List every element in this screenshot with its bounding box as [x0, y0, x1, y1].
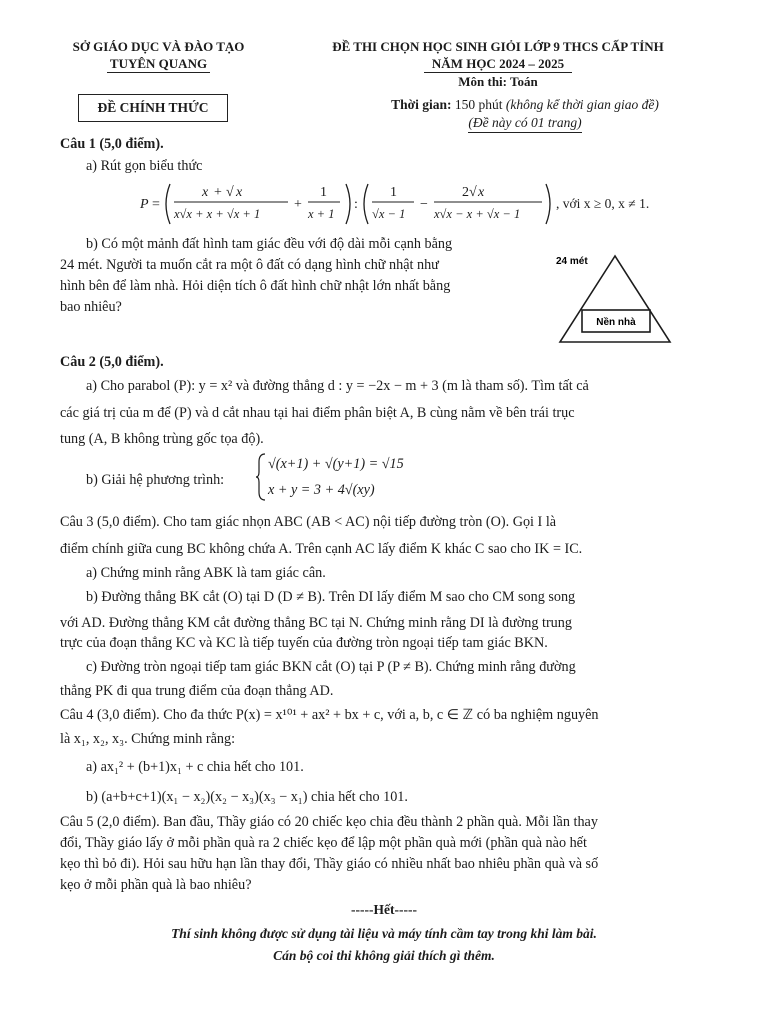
- question-4-line: Câu 4 (3,0 điểm). Cho đa thức P(x) = x¹⁰¹ + ax² + bx + c, với a, b, c ∈ ℤ có ba nghiệm nguyên: [60, 707, 599, 723]
- system-brace: [256, 452, 266, 502]
- question-1b-line: hình bên để làm nhà. Hỏi diện tích ô đất hình chữ nhật lớn nhất bằng: [60, 278, 451, 294]
- school-year: NĂM HỌC 2024 – 2025: [424, 55, 572, 73]
- footer-note-2: Cán bộ coi thi không giải thích gì thêm.: [273, 948, 495, 963]
- system-equation-1: √(x+1) + √(y+1) = √15: [268, 456, 404, 472]
- question-4-line: b) (a+b+c+1)(x₁ − x₂)(x₂ − x₃)(x₃ − x₁) chia hết cho 101.: [86, 789, 408, 805]
- question-2a-line: a) Cho parabol (P): y = x² và đường thẳng d : y = −2x − m + 3 (m là tham số). Tìm tất cả: [86, 378, 589, 394]
- side-length-label: 24 mét: [556, 256, 588, 267]
- svg-text:2√: 2√: [462, 185, 477, 200]
- svg-text:−: −: [420, 197, 428, 212]
- question-1b-line: 24 mét. Người ta muốn cắt ra một ô đất có dạng hình chữ nhật như: [60, 257, 439, 273]
- question-3-line: a) Chứng minh rằng ABK là tam giác cân.: [86, 565, 326, 581]
- question-3-line: điểm chính giữa cung BC không chứa A. Trên cạnh AC lấy điểm K khác C sao cho IK = IC.: [60, 541, 583, 557]
- system-equation-2: x + y = 3 + 4√(xy): [268, 482, 375, 498]
- question-2-title: Câu 2 (5,0 điểm).: [60, 354, 164, 370]
- footer-note-1: Thí sinh không được sử dụng tài liệu và máy tính cầm tay trong khi làm bài.: [171, 926, 597, 941]
- triangle-outline: [560, 256, 670, 342]
- svg-text:P: P: [140, 197, 149, 212]
- end-marker: -----Hết-----: [351, 902, 417, 917]
- question-5-line: đổi, Thầy giáo lấy ở mỗi phần quà ra 2 chiếc kẹo để lập một phần quà mới (phần quà nào hết: [60, 835, 587, 851]
- question-2a-line: tung (A, B không trùng gốc tọa độ).: [60, 431, 264, 447]
- province-name: TUYÊN QUANG: [107, 55, 210, 73]
- svg-text:√: √: [226, 185, 234, 200]
- question-5-line: kẹo thì bỏ đi). Hỏi sau hữu hạn lần thay đổi, Thầy giáo có nhiều nhất bao nhiêu phần quà và số: [60, 856, 599, 872]
- official-exam-box: ĐỀ CHÍNH THỨC: [78, 94, 228, 122]
- svg-text:1: 1: [390, 185, 397, 200]
- exam-subject: Môn thi: Toán: [458, 74, 538, 89]
- svg-text:+: +: [214, 185, 222, 200]
- time-label: Thời gian:: [391, 97, 452, 112]
- question-1b-line: bao nhiêu?: [60, 299, 122, 315]
- svg-text:x: x: [236, 185, 243, 200]
- time-value: 150 phút: [454, 97, 503, 112]
- exam-title: ĐỀ THI CHỌN HỌC SINH GIỎI LỚP 9 THCS CẤP TỈNH: [332, 39, 664, 54]
- exam-time: [330, 96, 720, 133]
- question-2a-line: các giá trị của m để (P) và d cắt nhau tại hai điểm phân biệt A, B cùng nằm về bên trái trục: [60, 405, 575, 421]
- question-3-line: b) Đường thẳng BK cắt (O) tại D (D ≠ B). Trên DI lấy điểm M sao cho CM song song: [86, 589, 576, 605]
- question-3-line: c) Đường tròn ngoại tiếp tam giác BKN cắt (O) tại P (P ≠ B). Chứng minh rằng đường: [86, 659, 576, 675]
- svg-text:√x − 1: √x − 1: [372, 207, 406, 221]
- svg-text:x: x: [202, 185, 209, 200]
- svg-text:1: 1: [320, 185, 327, 200]
- svg-text:=: =: [152, 197, 160, 212]
- question-1b-line: b) Có một mảnh đất hình tam giác đều với độ dài mỗi cạnh bằng: [86, 236, 453, 252]
- question-2b-label: b) Giải hệ phương trình:: [86, 472, 225, 488]
- svg-text:+: +: [294, 197, 302, 212]
- question-3-line: Câu 3 (5,0 điểm). Cho tam giác nhọn ABC (AB < AC) nội tiếp đường tròn (O). Gọi I là: [60, 514, 557, 530]
- department-name: SỞ GIÁO DỤC VÀ ĐÀO TẠO: [72, 39, 245, 54]
- time-note: (không kể thời gian giao đề): [505, 97, 659, 112]
- question-4-line: là x₁, x₂, x₃. Chứng minh rằng:: [60, 731, 236, 747]
- svg-text:x: x: [478, 185, 485, 200]
- question-3-line: trực của đoạn thẳng KC và KC là tiếp tuyến của đường tròn ngoại tiếp tam giác BKN.: [60, 635, 548, 651]
- question-1a-formula: [140, 178, 700, 226]
- question-3-line: với AD. Đường thẳng KM cắt đường thẳng BC tại N. Chứng minh rằng DI là đường trung: [60, 615, 572, 631]
- question-1a-text: a) Rút gọn biểu thức: [86, 158, 203, 174]
- pages-note: (Đề này có 01 trang): [468, 114, 581, 133]
- triangle-figure: [552, 250, 682, 350]
- question-5-line: Câu 5 (2,0 điểm). Ban đầu, Thầy giáo có 20 chiếc kẹo chia đều thành 2 phần quà. Mỗi lần thay: [60, 814, 598, 830]
- house-label: Nền nhà: [596, 317, 636, 328]
- svg-text:x√x − x + √x − 1: x√x − x + √x − 1: [434, 207, 521, 221]
- formula-condition: , với x ≥ 0, x ≠ 1.: [556, 196, 650, 211]
- question-3-line: thẳng PK đi qua trung điểm của đoạn thẳng AD.: [60, 683, 334, 699]
- exam-title-block: [278, 38, 718, 90]
- department-header: [56, 38, 261, 73]
- question-1-title: Câu 1 (5,0 điểm).: [60, 136, 164, 152]
- svg-text:x + 1: x + 1: [308, 207, 335, 221]
- svg-text::: :: [354, 197, 358, 212]
- svg-text:x√x + x + √x + 1: x√x + x + √x + 1: [174, 207, 261, 221]
- question-4-line: a) ax₁² + (b+1)x₁ + c chia hết cho 101.: [86, 759, 304, 775]
- question-5-line: kẹo ở mỗi phần quà là bao nhiêu?: [60, 877, 252, 893]
